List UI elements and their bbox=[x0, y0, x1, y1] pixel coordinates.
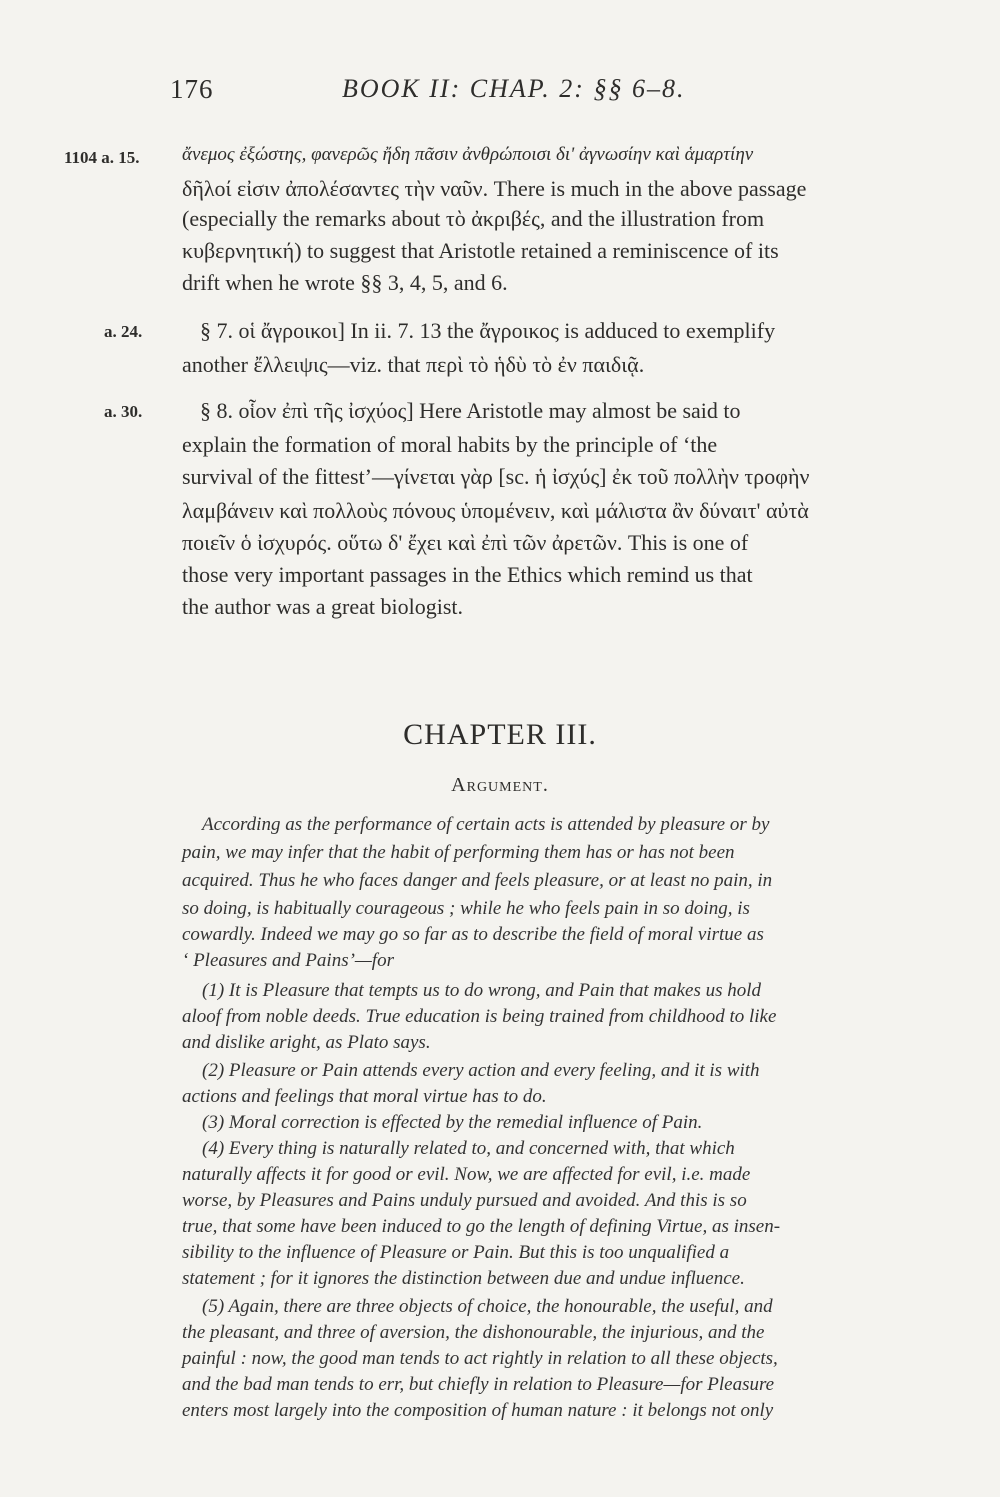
argument-line: so doing, is habitually courageous ; while he who feels pain in so doing, is bbox=[182, 898, 750, 919]
running-head-title: BOOK II: CHAP. 2: §§ 6–8. bbox=[342, 74, 686, 103]
note-line: § 8. οἷον ἐπὶ τῆς ἰσχύος] Here Aristotle may almost be said to bbox=[200, 398, 741, 423]
argument-line: pain, we may infer that the habit of performing them has or has not been bbox=[182, 842, 735, 863]
argument-line: and the bad man tends to err, but chiefly in relation to Pleasure—for Pleasure bbox=[182, 1374, 775, 1395]
argument-line: (5) Again, there are three objects of choice, the honourable, the useful, and bbox=[202, 1296, 773, 1317]
note-line: ἄνεμος ἐξώστης, φανερῶς ἤδη πᾶσιν ἀνθρώποισι δι' ἀγνωσίην καὶ ἁμαρτίην bbox=[182, 144, 754, 165]
note-line: κυβερνητική) to suggest that Aristotle retained a reminiscence of its bbox=[182, 238, 779, 263]
margin-reference: 1104 a. 15. bbox=[64, 148, 140, 167]
note-line: the author was a great biologist. bbox=[182, 594, 464, 619]
note-line: (especially the remarks about τὸ ἀκριβές, and the illustration from bbox=[182, 206, 765, 231]
argument-line: (3) Moral correction is effected by the remedial influence of Pain. bbox=[202, 1112, 703, 1133]
argument-line: According as the performance of certain acts is attended by pleasure or by bbox=[202, 814, 770, 835]
note-line: those very important passages in the Ethics which remind us that bbox=[182, 562, 753, 587]
note-line: drift when he wrote §§ 3, 4, 5, and 6. bbox=[182, 270, 508, 295]
argument-line: (4) Every thing is naturally related to, and concerned with, that which bbox=[202, 1138, 735, 1159]
note-line: δῆλοί εἰσιν ἀπολέσαντες τὴν ναῦν. There is much in the above passage bbox=[182, 176, 807, 201]
argument-line: ‘ Pleasures and Pains’—for bbox=[182, 950, 394, 971]
argument-heading: Argument. bbox=[451, 774, 549, 796]
note-line: another ἔλλειψις—viz. that περὶ τὸ ἡδὺ τὸ ἐν παιδιᾷ. bbox=[182, 352, 645, 377]
page-number: 176 bbox=[170, 74, 214, 104]
margin-reference: a. 30. bbox=[104, 402, 143, 421]
argument-line: acquired. Thus he who faces danger and feels pleasure, or at least no pain, in bbox=[182, 870, 773, 891]
argument-line: statement ; for it ignores the distinction between due and undue influence. bbox=[182, 1268, 745, 1289]
argument-line: aloof from noble deeds. True education is being trained from childhood to like bbox=[182, 1006, 777, 1027]
note-line: survival of the fittest’—γίνεται γὰρ [sc. ἡ ἰσχύς] ἐκ τοῦ πολλὴν τροφὴν bbox=[182, 464, 810, 489]
chapter-title: CHAPTER III. bbox=[403, 718, 597, 751]
margin-reference: a. 24. bbox=[104, 322, 143, 341]
argument-line: enters most largely into the composition of human nature : it belongs not only bbox=[182, 1400, 774, 1421]
argument-line: cowardly. Indeed we may go so far as to describe the field of moral virtue as bbox=[182, 924, 764, 945]
argument-line: the pleasant, and three of aversion, the dishonourable, the injurious, and the bbox=[182, 1322, 765, 1343]
argument-line: (2) Pleasure or Pain attends every action and every feeling, and it is with bbox=[202, 1060, 760, 1081]
running-header bbox=[170, 74, 770, 114]
argument-line: and dislike aright, as Plato says. bbox=[182, 1032, 431, 1053]
argument-line: (1) It is Pleasure that tempts us to do wrong, and Pain that makes us hold bbox=[202, 980, 762, 1001]
argument-line: actions and feelings that moral virtue has to do. bbox=[182, 1086, 547, 1107]
argument-line: painful : now, the good man tends to act rightly in relation to all these objects, bbox=[182, 1348, 778, 1369]
note-line: ποιεῖν ὁ ἰσχυρός. οὕτω δ' ἔχει καὶ ἐπὶ τῶν ἀρετῶν. This is one of bbox=[182, 530, 749, 555]
argument-line: sibility to the influence of Pleasure or Pain. But this is too unqualified a bbox=[182, 1242, 730, 1263]
argument-line: worse, by Pleasures and Pains unduly pursued and avoided. And this is so bbox=[182, 1190, 747, 1211]
argument-line: true, that some have been induced to go the length of defining Virtue, as insen- bbox=[182, 1216, 781, 1237]
note-line: λαμβάνειν καὶ πολλοὺς πόνους ὑπομένειν, καὶ μάλιστα ἂν δύναιτ' αὐτὰ bbox=[182, 498, 809, 523]
note-line: § 7. οἱ ἄγροικοι] In ii. 7. 13 the ἄγροικος is adduced to exemplify bbox=[200, 318, 776, 343]
note-line: explain the formation of moral habits by the principle of ‘the bbox=[182, 432, 718, 457]
argument-line: naturally affects it for good or evil. Now, we are affected for evil, i.e. made bbox=[182, 1164, 751, 1185]
